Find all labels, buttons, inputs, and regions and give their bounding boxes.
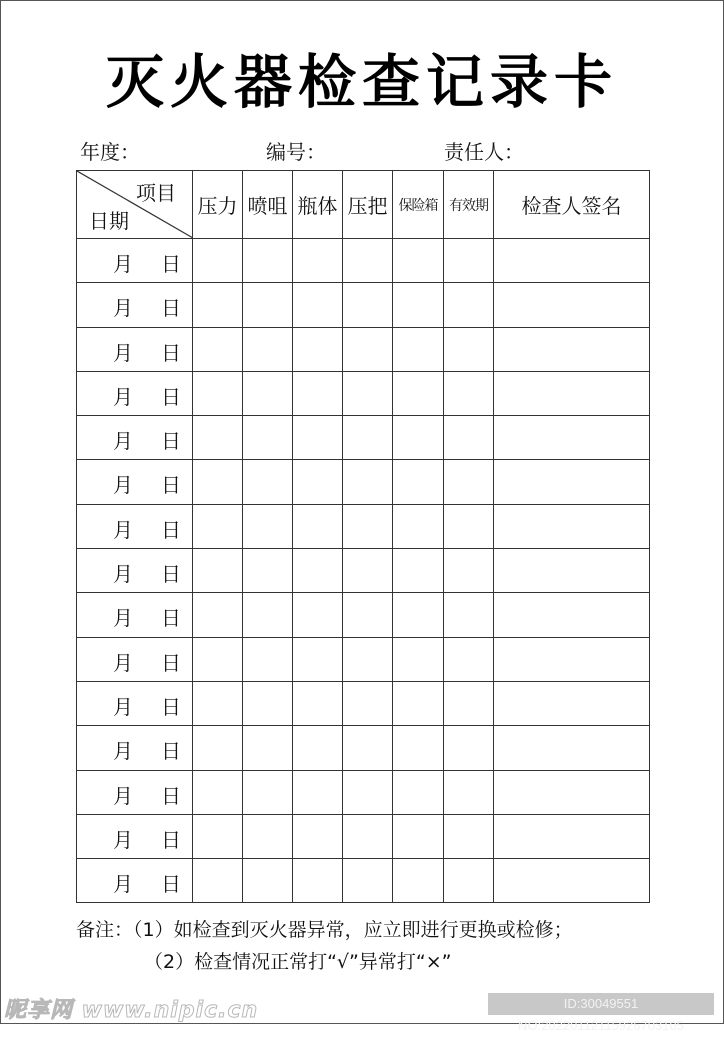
cell-handle[interactable] xyxy=(343,371,393,415)
cell-safety-box[interactable] xyxy=(393,327,444,371)
date-cell[interactable] xyxy=(77,416,193,460)
note-line-2: （2）检查情况正常打“√”异常打“×” xyxy=(144,951,452,973)
cell-nozzle[interactable] xyxy=(243,283,293,327)
cell-nozzle[interactable] xyxy=(243,593,293,637)
cell-nozzle[interactable] xyxy=(243,460,293,504)
cell-expiry[interactable] xyxy=(444,549,494,593)
cell-handle[interactable] xyxy=(343,681,393,725)
month-label: 月 xyxy=(113,694,133,719)
cell-inspector-signature[interactable] xyxy=(494,283,650,327)
date-cell[interactable] xyxy=(77,593,193,637)
date-cell[interactable] xyxy=(77,371,193,415)
cell-cylinder[interactable] xyxy=(293,814,343,858)
date-cell[interactable] xyxy=(77,549,193,593)
cell-nozzle[interactable] xyxy=(243,371,293,415)
date-cell[interactable] xyxy=(77,770,193,814)
table-row xyxy=(77,504,650,548)
cell-expiry[interactable] xyxy=(444,770,494,814)
cell-nozzle[interactable] xyxy=(243,239,293,283)
cell-nozzle[interactable] xyxy=(243,770,293,814)
cell-cylinder[interactable] xyxy=(293,681,343,725)
cell-pressure[interactable] xyxy=(193,637,243,681)
cell-safety-box[interactable] xyxy=(393,681,444,725)
month-label: 月 xyxy=(113,562,133,587)
cell-safety-box[interactable] xyxy=(393,859,444,903)
day-label: 日 xyxy=(161,517,181,542)
date-cell[interactable] xyxy=(77,681,193,725)
cell-safety-box[interactable] xyxy=(393,637,444,681)
cell-safety-box[interactable] xyxy=(393,549,444,593)
cell-expiry[interactable] xyxy=(444,416,494,460)
date-cell[interactable] xyxy=(77,726,193,770)
cell-pressure[interactable] xyxy=(193,681,243,725)
cell-handle[interactable] xyxy=(343,726,393,770)
watermark-id: ID:30049551 NO:20220112115926703105 xyxy=(488,993,714,1015)
cell-nozzle[interactable] xyxy=(243,504,293,548)
cell-expiry[interactable] xyxy=(444,859,494,903)
month-label: 月 xyxy=(113,252,133,276)
inspection-table xyxy=(76,170,650,903)
corner-date-label: 日期 xyxy=(89,209,129,233)
cell-pressure[interactable] xyxy=(193,593,243,637)
header-pressure: 压力 xyxy=(193,171,243,239)
table-row xyxy=(77,327,650,371)
cell-inspector-signature[interactable] xyxy=(494,593,650,637)
table-row xyxy=(77,859,650,903)
cell-expiry[interactable] xyxy=(444,593,494,637)
date-cell[interactable] xyxy=(77,460,193,504)
responsible-label: 责任人： xyxy=(444,140,524,164)
day-label: 日 xyxy=(161,606,181,631)
cell-expiry[interactable] xyxy=(444,814,494,858)
header-row xyxy=(77,171,650,239)
cell-nozzle[interactable] xyxy=(243,327,293,371)
cell-inspector-signature[interactable] xyxy=(494,460,650,504)
cell-cylinder[interactable] xyxy=(293,371,343,415)
header-nozzle: 喷咀 xyxy=(243,171,293,239)
cell-cylinder[interactable] xyxy=(293,726,343,770)
notes xyxy=(76,914,573,978)
cell-inspector-signature[interactable] xyxy=(494,637,650,681)
month-label: 月 xyxy=(113,384,133,409)
cell-handle[interactable] xyxy=(343,549,393,593)
cell-expiry[interactable] xyxy=(444,371,494,415)
cell-cylinder[interactable] xyxy=(293,859,343,903)
date-cell[interactable] xyxy=(77,283,193,327)
day-label: 日 xyxy=(161,429,181,454)
cell-nozzle[interactable] xyxy=(243,726,293,770)
cell-expiry[interactable] xyxy=(444,637,494,681)
month-label: 月 xyxy=(113,296,133,321)
cell-safety-box[interactable] xyxy=(393,726,444,770)
cell-nozzle[interactable] xyxy=(243,549,293,593)
table-row xyxy=(77,814,650,858)
cell-expiry[interactable] xyxy=(444,504,494,548)
cell-safety-box[interactable] xyxy=(393,593,444,637)
cell-nozzle[interactable] xyxy=(243,681,293,725)
day-label: 日 xyxy=(161,296,181,321)
day-label: 日 xyxy=(161,872,181,897)
cell-expiry[interactable] xyxy=(444,726,494,770)
cell-inspector-signature[interactable] xyxy=(494,726,650,770)
day-label: 日 xyxy=(161,473,181,498)
table-row xyxy=(77,460,650,504)
header-inspector-signature: 检查人签名 xyxy=(494,171,650,239)
table-row xyxy=(77,416,650,460)
day-label: 日 xyxy=(161,783,181,808)
cell-inspector-signature[interactable] xyxy=(494,859,650,903)
cell-cylinder[interactable] xyxy=(293,637,343,681)
note-line-1: 备注：（1）如检查到灭火器异常，应立即进行更换或检修； xyxy=(76,919,573,941)
table-row xyxy=(77,637,650,681)
cell-pressure[interactable] xyxy=(193,460,243,504)
header-handle: 压把 xyxy=(343,171,393,239)
cell-pressure[interactable] xyxy=(193,371,243,415)
cell-safety-box[interactable] xyxy=(393,770,444,814)
date-cell[interactable] xyxy=(77,504,193,548)
cell-inspector-signature[interactable] xyxy=(494,371,650,415)
day-label: 日 xyxy=(161,252,181,276)
cell-nozzle[interactable] xyxy=(243,416,293,460)
cell-pressure[interactable] xyxy=(193,726,243,770)
cell-safety-box[interactable] xyxy=(393,814,444,858)
watermark-logo: 昵享网 www.nipic.cn xyxy=(4,998,259,1023)
date-cell[interactable] xyxy=(77,814,193,858)
day-label: 日 xyxy=(161,340,181,365)
cell-pressure[interactable] xyxy=(193,416,243,460)
table-row xyxy=(77,371,650,415)
date-cell[interactable] xyxy=(77,637,193,681)
cell-handle[interactable] xyxy=(343,283,393,327)
cell-handle[interactable] xyxy=(343,460,393,504)
cell-cylinder[interactable] xyxy=(293,239,343,283)
table-row xyxy=(77,726,650,770)
day-label: 日 xyxy=(161,650,181,675)
header-safety-box: 保险箱 xyxy=(393,171,444,239)
cell-inspector-signature[interactable] xyxy=(494,814,650,858)
cell-inspector-signature[interactable] xyxy=(494,681,650,725)
date-cell[interactable] xyxy=(77,859,193,903)
month-label: 月 xyxy=(113,827,133,852)
cell-nozzle[interactable] xyxy=(243,859,293,903)
header-expiry: 有效期 xyxy=(444,171,494,239)
cell-handle[interactable] xyxy=(343,327,393,371)
cell-cylinder[interactable] xyxy=(293,283,343,327)
cell-expiry[interactable] xyxy=(444,239,494,283)
month-label: 月 xyxy=(113,429,133,454)
month-label: 月 xyxy=(113,606,133,631)
table-row xyxy=(77,239,650,283)
month-label: 月 xyxy=(113,340,133,365)
cell-cylinder[interactable] xyxy=(293,593,343,637)
date-cell[interactable] xyxy=(77,327,193,371)
day-label: 日 xyxy=(161,384,181,409)
cell-handle[interactable] xyxy=(343,770,393,814)
month-label: 月 xyxy=(113,650,133,675)
cell-safety-box[interactable] xyxy=(393,460,444,504)
month-label: 月 xyxy=(113,517,133,542)
cell-cylinder[interactable] xyxy=(293,416,343,460)
cell-inspector-signature[interactable] xyxy=(494,416,650,460)
table-row xyxy=(77,681,650,725)
cell-handle[interactable] xyxy=(343,593,393,637)
cell-pressure[interactable] xyxy=(193,549,243,593)
cell-cylinder[interactable] xyxy=(293,549,343,593)
day-label: 日 xyxy=(161,739,181,764)
cell-safety-box[interactable] xyxy=(393,283,444,327)
cell-expiry[interactable] xyxy=(444,283,494,327)
date-cell[interactable] xyxy=(77,239,193,283)
cell-expiry[interactable] xyxy=(444,460,494,504)
cell-cylinder[interactable] xyxy=(293,504,343,548)
cell-pressure[interactable] xyxy=(193,814,243,858)
cell-handle[interactable] xyxy=(343,814,393,858)
cell-expiry[interactable] xyxy=(444,681,494,725)
cell-handle[interactable] xyxy=(343,416,393,460)
month-label: 月 xyxy=(113,872,133,897)
day-label: 日 xyxy=(161,827,181,852)
table-body xyxy=(77,239,650,903)
cell-cylinder[interactable] xyxy=(293,327,343,371)
month-label: 月 xyxy=(113,783,133,808)
cell-safety-box[interactable] xyxy=(393,239,444,283)
table-row xyxy=(77,283,650,327)
cell-pressure[interactable] xyxy=(193,859,243,903)
cell-pressure[interactable] xyxy=(193,239,243,283)
page-title: 灭火器检查记录卡 xyxy=(105,48,618,116)
cell-nozzle[interactable] xyxy=(243,637,293,681)
cell-handle[interactable] xyxy=(343,859,393,903)
cell-inspector-signature[interactable] xyxy=(494,549,650,593)
cell-pressure[interactable] xyxy=(193,327,243,371)
cell-cylinder[interactable] xyxy=(293,770,343,814)
number-label: 编号： xyxy=(266,140,326,164)
cell-inspector-signature[interactable] xyxy=(494,239,650,283)
cell-expiry[interactable] xyxy=(444,327,494,371)
cell-handle[interactable] xyxy=(343,637,393,681)
month-label: 月 xyxy=(113,473,133,498)
table-row xyxy=(77,770,650,814)
cell-inspector-signature[interactable] xyxy=(494,504,650,548)
cell-safety-box[interactable] xyxy=(393,416,444,460)
cell-pressure[interactable] xyxy=(193,770,243,814)
cell-nozzle[interactable] xyxy=(243,814,293,858)
cell-inspector-signature[interactable] xyxy=(494,770,650,814)
table-row xyxy=(77,593,650,637)
cell-pressure[interactable] xyxy=(193,504,243,548)
header-cylinder: 瓶体 xyxy=(293,171,343,239)
cell-inspector-signature[interactable] xyxy=(494,327,650,371)
cell-handle[interactable] xyxy=(343,504,393,548)
day-label: 日 xyxy=(161,694,181,719)
day-label: 日 xyxy=(161,562,181,587)
cell-cylinder[interactable] xyxy=(293,460,343,504)
cell-safety-box[interactable] xyxy=(393,504,444,548)
cell-pressure[interactable] xyxy=(193,283,243,327)
cell-handle[interactable] xyxy=(343,239,393,283)
cell-safety-box[interactable] xyxy=(393,371,444,415)
corner-header-cell xyxy=(77,171,193,239)
year-label: 年度： xyxy=(80,140,140,164)
corner-item-label: 项目 xyxy=(136,181,176,205)
table-row xyxy=(77,549,650,593)
month-label: 月 xyxy=(113,739,133,764)
